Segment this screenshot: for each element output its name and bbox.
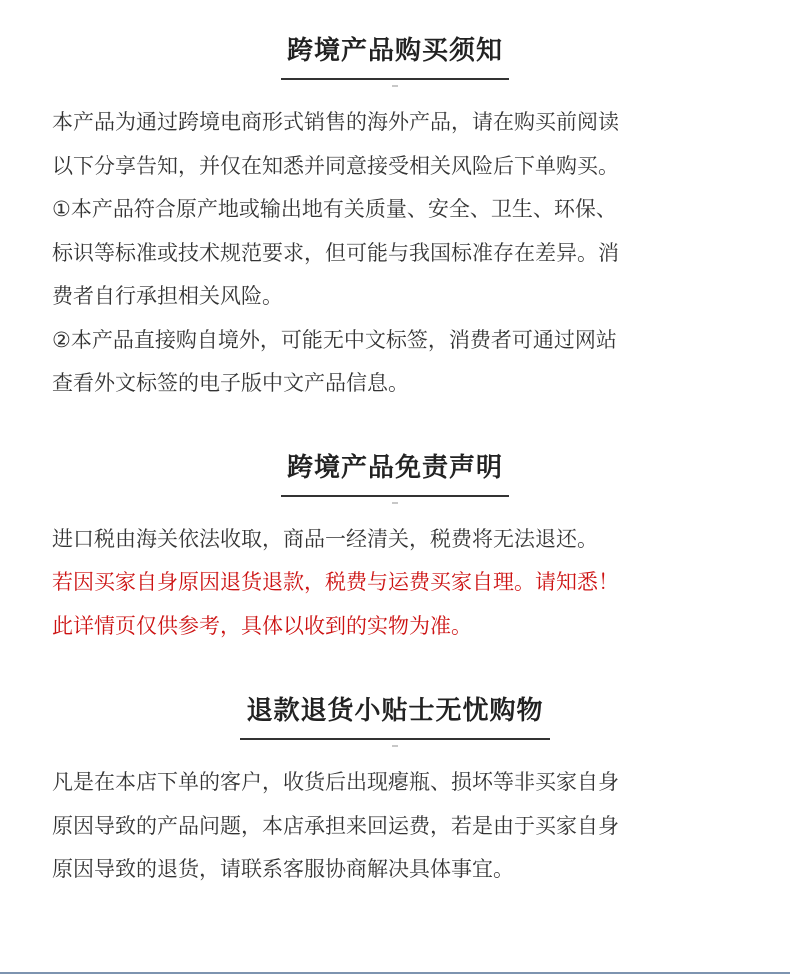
section-purchase-notice-header	[0, 34, 790, 80]
purchase-notice-line: ①本产品符合原产地或输出地有关质量、安全、卫生、环保、	[52, 197, 617, 221]
purchase-notice-line: 本产品为通过跨境电商形式销售的海外产品，请在购买前阅读	[52, 110, 619, 134]
heading-underline-tick	[392, 502, 398, 504]
section-title-purchase-notice: 跨境产品购买须知	[281, 34, 509, 80]
section-title-disclaimer: 跨境产品免责声明	[281, 451, 509, 497]
purchase-notice-body	[52, 101, 752, 406]
section-title-return-tips: 退款退货小贴士无忧购物	[240, 694, 549, 740]
section-return-tips-header	[0, 694, 790, 740]
disclaimer-warning-line: 此详情页仅供参考，具体以收到的实物为准。	[52, 613, 472, 638]
heading-underline-tick	[392, 745, 398, 747]
return-tips-line: 凡是在本店下单的客户，收货后出现瘪瓶、损坏等非买家自身	[52, 770, 619, 794]
return-tips-line: 原因导致的退货，请联系客服协商解决具体事宜。	[52, 857, 514, 881]
purchase-notice-line: 以下分享告知，并仅在知悉并同意接受相关风险后下单购买。	[52, 153, 619, 178]
disclaimer-line: 进口税由海关依法收取，商品一经清关，税费将无法退还。	[52, 527, 598, 551]
heading-underline-tick	[392, 85, 398, 87]
disclaimer-warning	[52, 561, 752, 648]
return-tips-body	[52, 761, 752, 892]
footer-divider	[0, 972, 790, 974]
purchase-notice-line: 标识等标准或技术规范要求，但可能与我国标准存在差异。消	[52, 240, 619, 265]
return-tips-line: 原因导致的产品问题，本店承担来回运费，若是由于买家自身	[52, 813, 619, 838]
purchase-notice-line: 查看外文标签的电子版中文产品信息。	[52, 371, 409, 395]
purchase-notice-line: ②本产品直接购自境外，可能无中文标签，消费者可通过网站	[52, 327, 617, 352]
purchase-notice-line: 费者自行承担相关风险。	[52, 284, 283, 308]
disclaimer-warning-line: 若因买家自身原因退货退款，税费与运费买家自理。请知悉！	[52, 570, 619, 594]
section-disclaimer-header	[0, 451, 790, 497]
disclaimer-body	[52, 518, 752, 562]
